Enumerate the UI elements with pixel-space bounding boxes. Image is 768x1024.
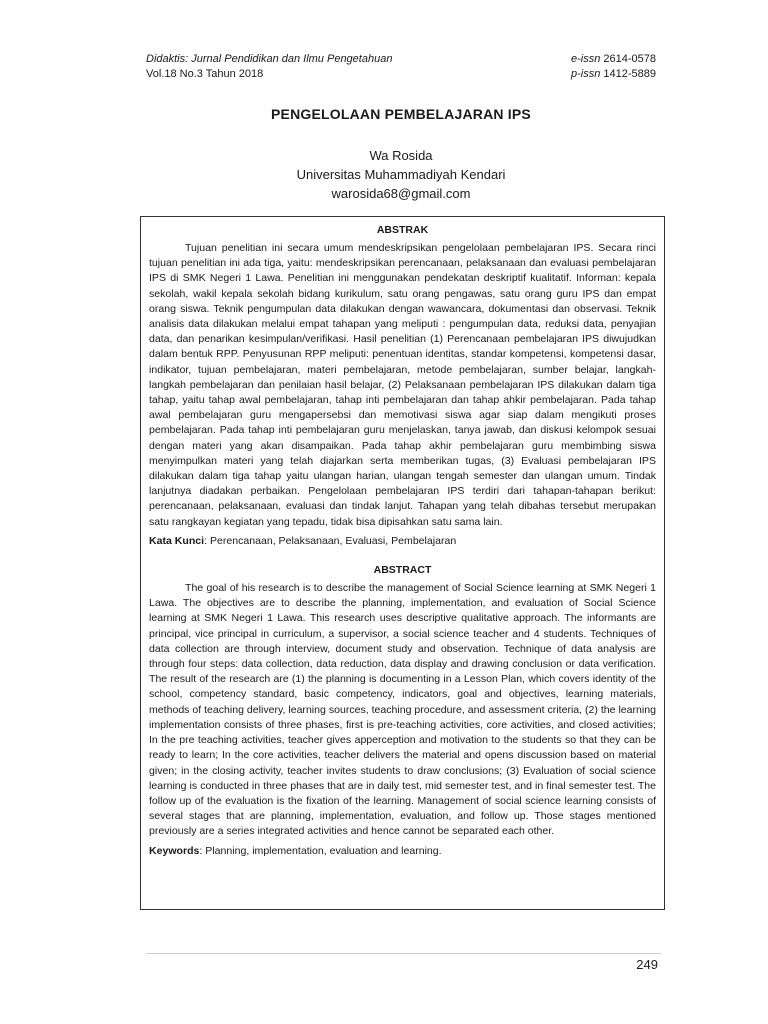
- abstrak-keywords: [149, 534, 656, 549]
- pissn-label: p-issn: [570, 68, 601, 80]
- author-block: [146, 146, 656, 203]
- abstrak-heading: ABSTRAK: [376, 224, 429, 236]
- author-name: Wa Rosida: [369, 148, 433, 163]
- abstract-text: The goal of his research is to describe the management of Social Science learning at SMK Negeri 1 Lawa. The objectives are to describe the planning, implementation, and evaluation of Social Science learning at SMK Negeri 1 Lawa. This research uses descriptive qualitative approach. The informants are principal, vice principal in curriculum, a supervisor, a social science teacher and 4 students. Techniques of data collection are through interview, document study and observation. Technique of data analysis are through four steps: data collection, data reduction, data display and drawing conclusion or data verification. The result of the research are (1) the planning is documenting in a Lesson Plan, which covers identity of the school, competency standard, basic competency, indicators, goal and objectives, learning materials, methods of teaching delivery, learning sources, teaching procedure, and assessment criteria, (2) the learning implementation consists of three phases, first is pre-teaching activities, core activities, and closed activities; In the pre teaching activities, teacher gives apperception and motivation to the students so that they can be ready to learn; In the core activities, teacher delivers the material and opens discussion based on material given; in the closing activity, teacher invites students to draw conclusions; (3) Evaluation of social science learning is conducted in three phases that are in daily test, mid semester test, and in final semester test. The follow up of the evaluation is the fixation of the learning. Management of social science learning consists of several stages that are planning, implementation, evaluation, and follow up. Those stages mentioned previously are a series integrated activities and hence cannot be separated each other.: [149, 582, 656, 838]
- abstract-heading: ABSTRACT: [373, 564, 432, 577]
- abstrak-keywords-label: Kata Kunci: [149, 534, 205, 547]
- footer-divider: [146, 953, 661, 954]
- abstract-keywords-label: Keywords: [149, 844, 200, 857]
- abstract-keywords: [149, 844, 656, 859]
- eissn-label: e-issn: [570, 53, 601, 65]
- abstract-box: [140, 216, 665, 910]
- eissn: [571, 52, 656, 67]
- page-number: 249: [636, 957, 658, 972]
- eissn-value: 2614-0578: [603, 53, 656, 65]
- author-affiliation: Universitas Muhammadiyah Kendari: [296, 167, 506, 182]
- header-row-2: [146, 67, 656, 82]
- volume-info: Vol.18 No.3 Tahun 2018: [146, 68, 264, 80]
- paper-title: PENGELOLAAN PEMBELAJARAN IPS: [271, 106, 531, 122]
- abstrak-text: Tujuan penelitian ini secara umum mendeskripsikan pengelolaan pembelajaran IPS. Secara rinci tujuan penelitian ini ada tiga, yaitu: mendeskripsikan perencanaan, pelaksanaan dan evaluasi pembelajaran IPS di SMK Negeri 1 Lawa. Penelitian ini menggunakan pendekatan deskriptif kualitatif. Informan: kepala sekolah, wakil kepala sekolah bidang kurikulum, satu orang pengawas, satu orang guru IPS dan empat orang siswa. Teknik pengumpulan data dilakukan dengan wawancara, dokumentasi dan observasi. Teknik analisis data dilakukan melalui empat tahapan yang meliputi : pengumpulan data, reduksi data, penyajian data, dan penarikan kesimpulan/verifikasi. Hasil penelitian (1) Perencanaan pembelajaran IPS diwujudkan dalam bentuk RPP. Penyusunan RPP meliputi: penentuan identitas, standar kompetensi, kompetensi dasar, indikator, tujuan pembelajaran, materi pembelajaran, metode pembelajaran, sumber belajar, langkah-langkah pembelajaran dan penilaian hasil belajar, (2) Pelaksanaan pembelajaran IPS dilakukan dalam tiga tahap, yaitu tahap awal pembelajaran, tahap inti pembelajaran dan tahap ahkir pembelajaran. Pada tahap awal pembelajaran guru mengapersebsi dan memotivasi siswa agar siap dalam mengikuti proses pembelajaran. Pada tahap inti pembelajaran guru menjelaskan, tanya jawab, dan diskusi kelompok sesuai dengan materi yang akan disampaikan. Pada tahap akhir pembelajaran guru membimbing siswa menyimpulkan materi yang telah diajarkan serta memberikan tugas, (3) Evaluasi pembelajaran IPS dilakukan dalam tiga tahap yaitu ulangan harian, ulangan tengah semester dan ulangan umum. Tindak lanjutnya diadakan perbaikan. Pengelolaan pembelajaran IPS terdiri dari tahapan-tahapan berikut: perencanaan, pelaksanaan, evaluasi dan tindak lanjut. Tahapan yang telah dibahas tersebut merupakan satu rangkayan kegiatan yang tepadu, tidak bisa dipisahkan satu sama lain.: [149, 242, 656, 528]
- journal-name: Didaktis: Jurnal Pendidikan dan Ilmu Pengetahuan: [146, 53, 393, 65]
- author-email: warosida68@gmail.com: [331, 186, 471, 201]
- pissn-value: 1412-5889: [603, 68, 656, 80]
- abstract-keywords-value: : Planning, implementation, evaluation and learning.: [199, 844, 442, 857]
- pissn: [571, 67, 656, 82]
- header-row-1: [146, 52, 656, 67]
- running-header: [146, 52, 656, 82]
- abstrak-keywords-value: : Perencanaan, Pelaksanaan, Evaluasi, Pembelajaran: [204, 534, 457, 547]
